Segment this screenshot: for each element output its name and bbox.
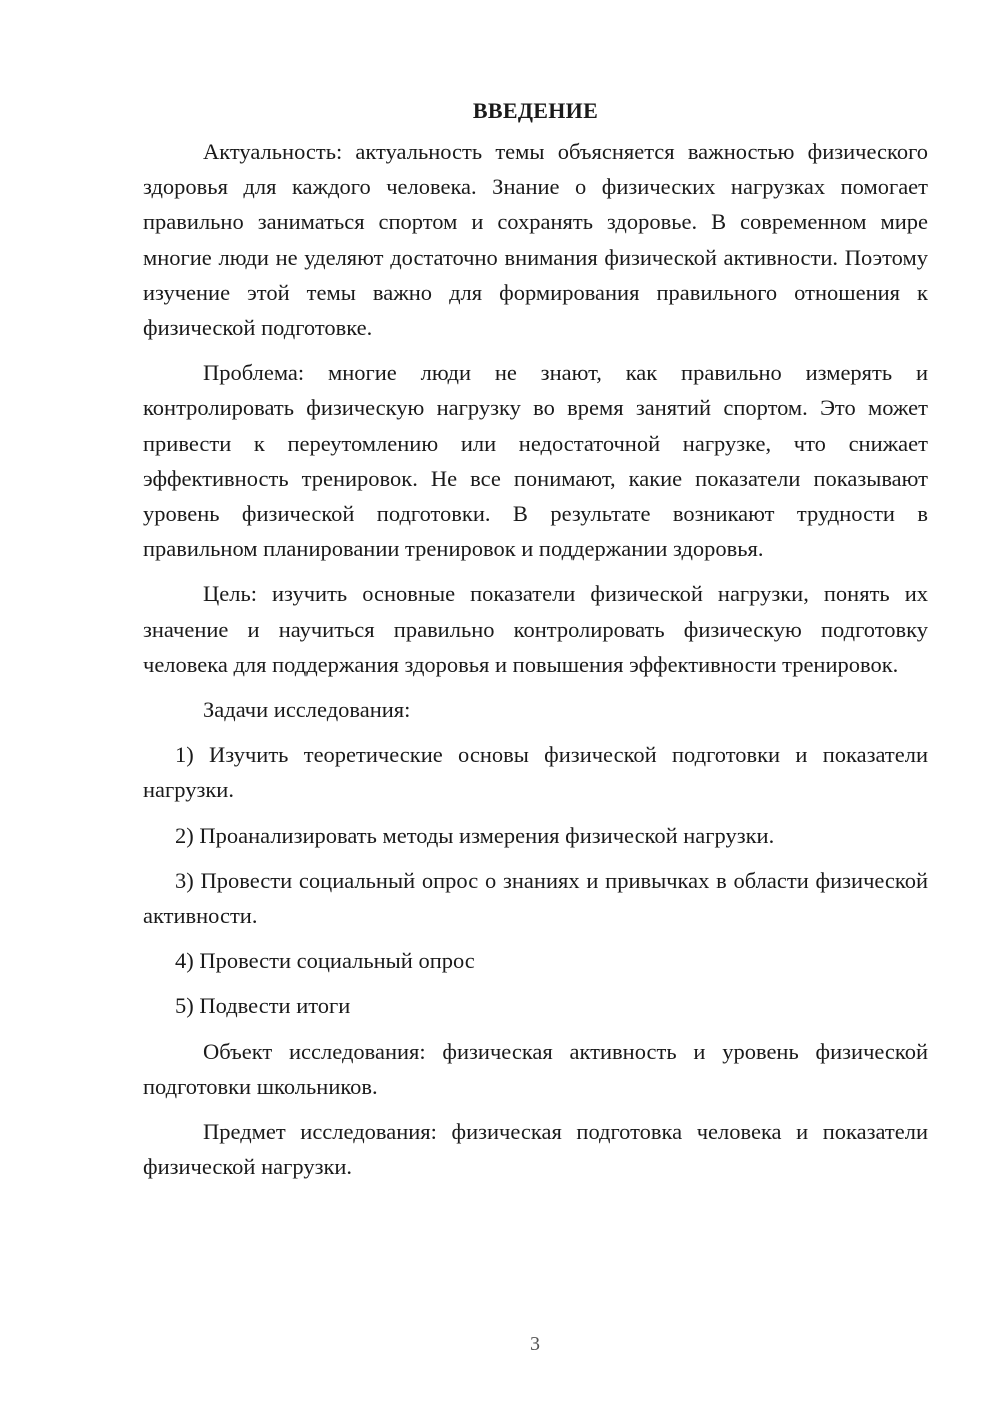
tasks-heading: Задачи исследования:: [203, 697, 411, 723]
paragraph-problem: Проблема: многие люди не знают, как правильно измерять и контролировать физическую нагрузку во время занятий спортом. Это может привести к переутомлению или недостаточной нагрузке, что снижает эффективность тренировок. Не все понимают, какие показатели показывают уровень физической подготовки. В результате возникают трудности в правильном планировании тренировок и поддержании здоровья.: [143, 360, 928, 562]
task-item-2: 2) Проанализировать методы измерения физической нагрузки.: [175, 822, 775, 848]
page-number: 3: [530, 1333, 540, 1355]
paragraph-object: Объект исследования: физическая активность и уровень физической подготовки школьников.: [143, 1038, 928, 1099]
page-content: [143, 96, 928, 1184]
task-item-1: 1) Изучить теоретические основы физической подготовки и показатели нагрузки.: [143, 742, 928, 803]
paragraph-relevance: Актуальность: актуальность темы объясняется важностью физического здоровья для каждого человека. Знание о физических нагрузках помогает правильно заниматься спортом и сохранять здоровье. В современном мире многие люди не уделяют достаточно внимания физической активности. Поэтому изучение этой темы важно для формирования правильного отношения к физической подготовке.: [143, 139, 928, 341]
task-item-4: 4) Провести социальный опрос: [175, 948, 475, 974]
section-heading: ВВЕДЕНИЕ: [472, 98, 599, 123]
task-item-3: 3) Провести социальный опрос о знаниях и привычках в области физической активности.: [143, 867, 928, 929]
paragraph-goal: Цель: изучить основные показатели физической нагрузки, понять их значение и научиться правильно контролировать физическую подготовку человека для поддержания здоровья и повышения эффективности тренировок.: [143, 581, 928, 677]
paragraph-subject: Предмет исследования: физическая подготовка человека и показатели физической нагрузки.: [143, 1119, 928, 1180]
task-item-5: 5) Подвести итоги: [175, 993, 351, 1019]
